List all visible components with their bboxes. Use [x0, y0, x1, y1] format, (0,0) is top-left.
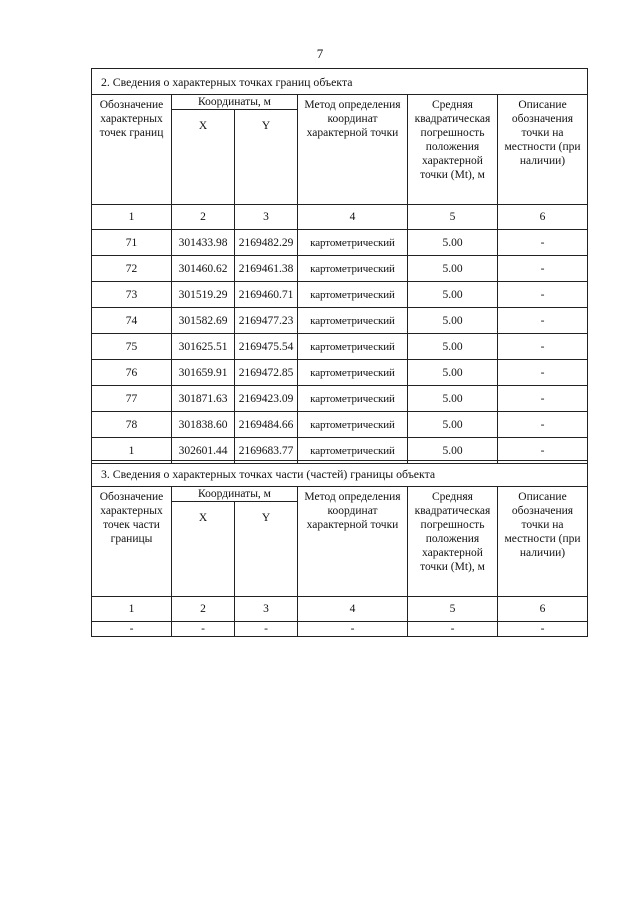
description-cell: -	[498, 360, 588, 386]
column-number: 4	[298, 597, 408, 622]
header-x: X	[172, 502, 235, 597]
header-y: Y	[235, 502, 298, 597]
column-number: 2	[172, 205, 235, 230]
table-row	[92, 386, 588, 412]
header-description: Описание обозначения точки на местности (при наличии)	[498, 487, 588, 597]
column-number: 4	[298, 205, 408, 230]
y-cell: -	[235, 622, 298, 637]
point-cell: 78	[92, 412, 172, 438]
error-cell: 5.00	[408, 230, 498, 256]
description-cell: -	[498, 282, 588, 308]
column-number: 6	[498, 205, 588, 230]
y-cell: 2169477.23	[235, 308, 298, 334]
y-cell: 2169461.38	[235, 256, 298, 282]
table-row	[92, 622, 588, 637]
error-cell: 5.00	[408, 256, 498, 282]
table-row	[92, 282, 588, 308]
y-cell: 2169484.66	[235, 412, 298, 438]
header-designation: Обозначение характерных точек части границы	[92, 487, 172, 597]
description-cell: -	[498, 386, 588, 412]
table-row	[92, 308, 588, 334]
description-cell: -	[498, 438, 588, 464]
method-cell: картометрический	[298, 308, 408, 334]
description-cell: -	[498, 256, 588, 282]
x-cell: 301582.69	[172, 308, 235, 334]
table-row	[92, 360, 588, 386]
y-cell: 2169472.85	[235, 360, 298, 386]
method-cell: -	[298, 622, 408, 637]
header-error: Средняя квадратическая погрешность положения характерной точки (Mt), м	[408, 95, 498, 205]
header-method: Метод определения координат характерной точки	[298, 95, 408, 205]
column-numbers-row	[92, 597, 588, 622]
description-cell: -	[498, 230, 588, 256]
x-cell: 301460.62	[172, 256, 235, 282]
method-cell: картометрический	[298, 386, 408, 412]
error-cell: 5.00	[408, 360, 498, 386]
table-row	[92, 334, 588, 360]
error-cell: 5.00	[408, 282, 498, 308]
boundary-points-table	[91, 68, 588, 464]
table-row	[92, 230, 588, 256]
point-cell: 77	[92, 386, 172, 412]
point-cell: 75	[92, 334, 172, 360]
y-cell: 2169482.29	[235, 230, 298, 256]
table-row	[92, 256, 588, 282]
point-cell: 76	[92, 360, 172, 386]
point-cell: 1	[92, 438, 172, 464]
description-cell: -	[498, 412, 588, 438]
column-number: 1	[92, 205, 172, 230]
description-cell: -	[498, 308, 588, 334]
x-cell: 301659.91	[172, 360, 235, 386]
error-cell: -	[408, 622, 498, 637]
point-cell: 74	[92, 308, 172, 334]
description-cell: -	[498, 622, 588, 637]
table-row	[92, 412, 588, 438]
x-cell: 301625.51	[172, 334, 235, 360]
column-number: 5	[408, 597, 498, 622]
y-cell: 2169475.54	[235, 334, 298, 360]
section-3-title: 3. Сведения о характерных точках части (частей) границы объекта	[92, 461, 588, 487]
column-number: 3	[235, 205, 298, 230]
error-cell: 5.00	[408, 438, 498, 464]
point-cell: 73	[92, 282, 172, 308]
point-cell: 72	[92, 256, 172, 282]
header-coords: Координаты, м	[172, 95, 298, 110]
error-cell: 5.00	[408, 334, 498, 360]
x-cell: 301871.63	[172, 386, 235, 412]
column-number: 1	[92, 597, 172, 622]
method-cell: картометрический	[298, 412, 408, 438]
column-numbers-row	[92, 205, 588, 230]
header-description: Описание обозначения точки на местности (при наличии)	[498, 95, 588, 205]
method-cell: картометрический	[298, 360, 408, 386]
page-number: 7	[316, 46, 324, 61]
method-cell: картометрический	[298, 282, 408, 308]
header-designation: Обозначение характерных точек границ	[92, 95, 172, 205]
x-cell: -	[172, 622, 235, 637]
error-cell: 5.00	[408, 412, 498, 438]
point-cell: 71	[92, 230, 172, 256]
header-method: Метод определения координат характерной точки	[298, 487, 408, 597]
header-error: Средняя квадратическая погрешность положения характерной точки (Mt), м	[408, 487, 498, 597]
y-cell: 2169460.71	[235, 282, 298, 308]
y-cell: 2169683.77	[235, 438, 298, 464]
x-cell: 302601.44	[172, 438, 235, 464]
method-cell: картометрический	[298, 334, 408, 360]
point-cell: -	[92, 622, 172, 637]
method-cell: картометрический	[298, 438, 408, 464]
x-cell: 301519.29	[172, 282, 235, 308]
boundary-part-points-table	[91, 460, 588, 637]
method-cell: картометрический	[298, 256, 408, 282]
x-cell: 301433.98	[172, 230, 235, 256]
section-2-title: 2. Сведения о характерных точках границ объекта	[92, 69, 588, 95]
header-y: Y	[235, 110, 298, 205]
y-cell: 2169423.09	[235, 386, 298, 412]
column-number: 5	[408, 205, 498, 230]
description-cell: -	[498, 334, 588, 360]
column-number: 6	[498, 597, 588, 622]
header-coords: Координаты, м	[172, 487, 298, 502]
error-cell: 5.00	[408, 308, 498, 334]
x-cell: 301838.60	[172, 412, 235, 438]
column-number: 2	[172, 597, 235, 622]
header-x: X	[172, 110, 235, 205]
column-number: 3	[235, 597, 298, 622]
method-cell: картометрический	[298, 230, 408, 256]
error-cell: 5.00	[408, 386, 498, 412]
